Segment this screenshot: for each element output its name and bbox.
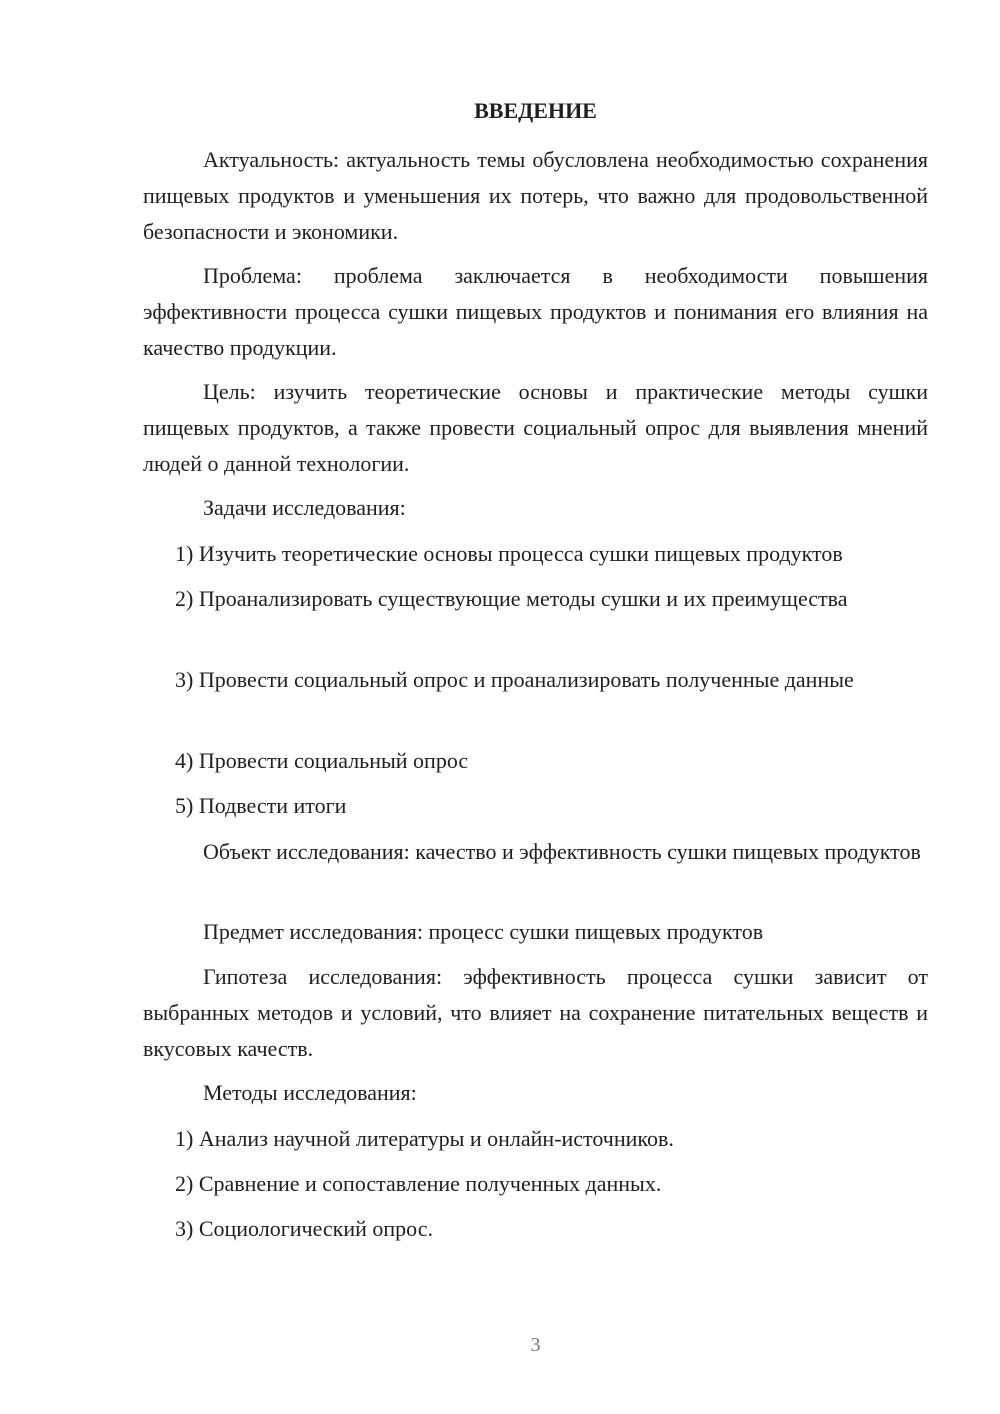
method-item: 3) Социологический опрос. [175,1216,433,1241]
page-title: ВВЕДЕНИЕ [474,98,597,123]
task-item: 5) Подвести итоги [175,793,347,818]
task-item: 3) Провести социальный опрос и проанализировать полученные данные [175,667,854,692]
object-paragraph: Объект исследования: качество и эффективность сушки пищевых продуктов [203,839,921,864]
page-number: 3 [530,1334,541,1356]
task-item: 1) Изучить теоретические основы процесса сушки пищевых продуктов [175,541,843,566]
method-item: 1) Анализ научной литературы и онлайн-источников. [175,1126,674,1151]
relevance-paragraph: Актуальность: актуальность темы обусловлена необходимостью сохранения пищевых продуктов и уменьшения их потерь, что важно для продовольственной безопасности и экономики. [143,147,928,244]
method-item: 2) Сравнение и сопоставление полученных данных. [175,1171,662,1196]
goal-paragraph: Цель: изучить теоретические основы и практические методы сушки пищевых продуктов, а также провести социальный опрос для выявления мнений людей о данной технологии. [143,379,928,476]
hypothesis-paragraph: Гипотеза исследования: эффективность процесса сушки зависит от выбранных методов и условий, что влияет на сохранение питательных веществ и вкусовых качеств. [143,964,928,1061]
document-page [143,0,928,1414]
problem-paragraph: Проблема: проблема заключается в необходимости повышения эффективности процесса сушки пищевых продуктов и понимания его влияния на качество продукции. [143,263,928,360]
subject-paragraph: Предмет исследования: процесс сушки пищевых продуктов [203,919,764,944]
task-item: 4) Провести социальный опрос [175,748,469,773]
methods-heading: Методы исследования: [203,1080,417,1105]
task-item: 2) Проанализировать существующие методы сушки и их преимущества [175,586,848,611]
tasks-heading: Задачи исследования: [203,495,406,520]
